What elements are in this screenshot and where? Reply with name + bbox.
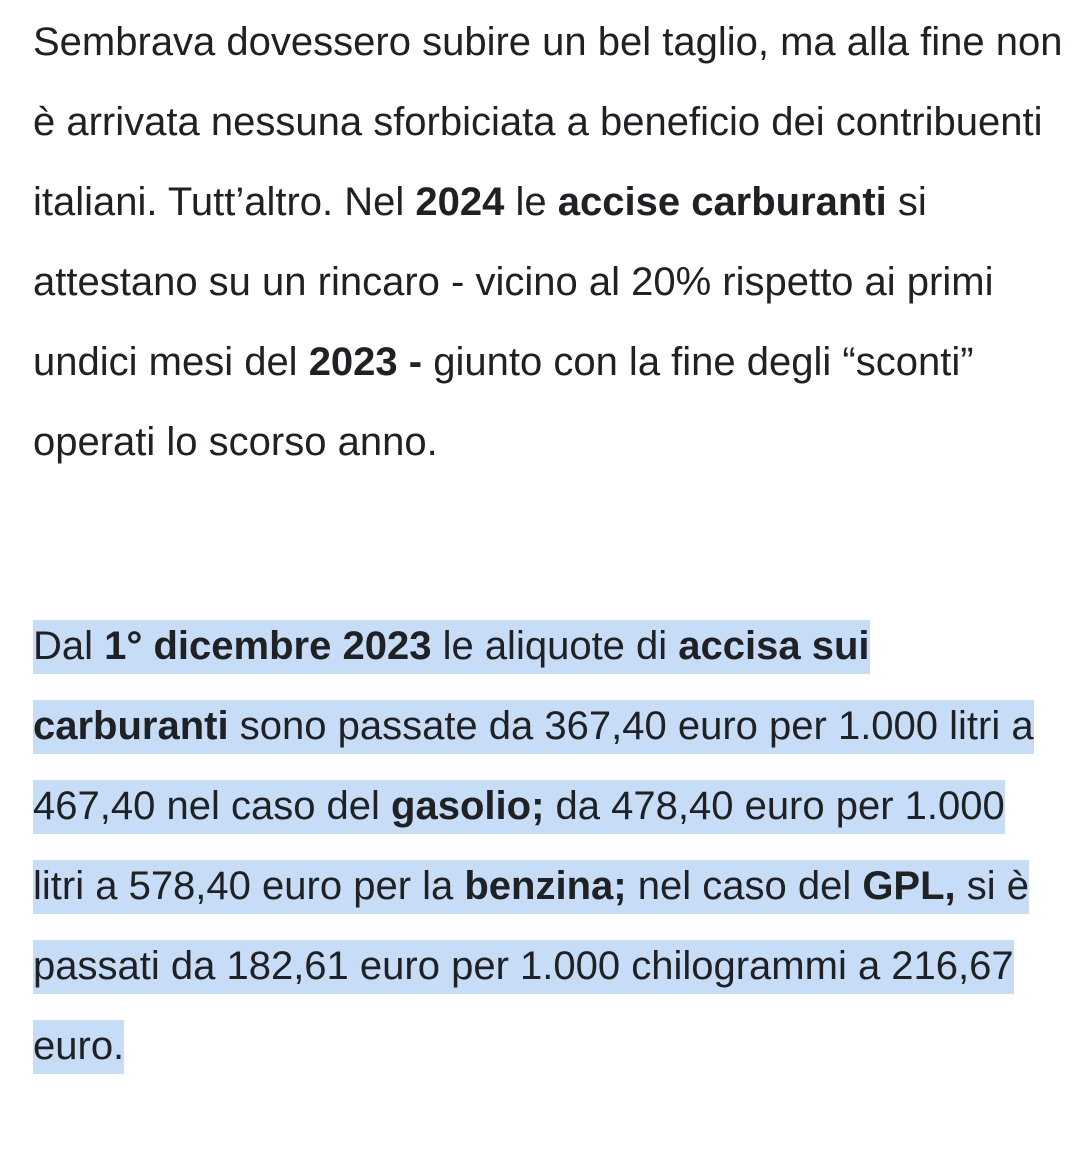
text-run: da 478,40 euro per 1.000 litri a 578,40 euro per la: [33, 784, 1005, 908]
paragraph-aliquote-selected[interactable]: [33, 606, 1063, 1086]
bold-date: 1° dicembre 2023: [104, 624, 432, 668]
bold-gpl: GPL,: [862, 864, 956, 908]
text-run: si è passati da 182,61 euro per 1.000 chilogrammi a 216,67 euro.: [33, 864, 1030, 1068]
bold-year-2024: 2024: [415, 180, 505, 224]
text-run: Sembrava dovessero subire un bel taglio, ma alla fine non è arrivata nessuna sforbiciata a beneficio dei contribuenti italiani. Tutt’altro. Nel: [33, 20, 1063, 224]
bold-year-2023: 2023 -: [308, 340, 423, 384]
paragraph-accise-intro: [33, 2, 1063, 482]
bold-accisa-sui-carburanti: accisa sui carburanti: [33, 624, 870, 748]
text-run: le aliquote di: [431, 624, 679, 668]
bold-benzina: benzina;: [464, 864, 627, 908]
text-run: sono passate da 367,40 euro per 1.000 litri a 467,40 nel caso del: [33, 704, 1034, 828]
text-run: le: [504, 180, 558, 224]
next-paragraph-clipped: [33, 1124, 1063, 1164]
selection-highlight[interactable]: [33, 620, 1034, 1074]
bold-gasolio: gasolio;: [391, 784, 545, 828]
text-run: Dal: [33, 624, 105, 668]
text-run: giunto con la fine degli “sconti” operati lo scorso anno.: [33, 340, 974, 464]
bold-accise-carburanti: accise carburanti: [557, 180, 887, 224]
text-run: nel caso del: [626, 864, 863, 908]
text-run: si attestano su un rincaro - vicino al 20% rispetto ai primi undici mesi del: [33, 180, 994, 384]
